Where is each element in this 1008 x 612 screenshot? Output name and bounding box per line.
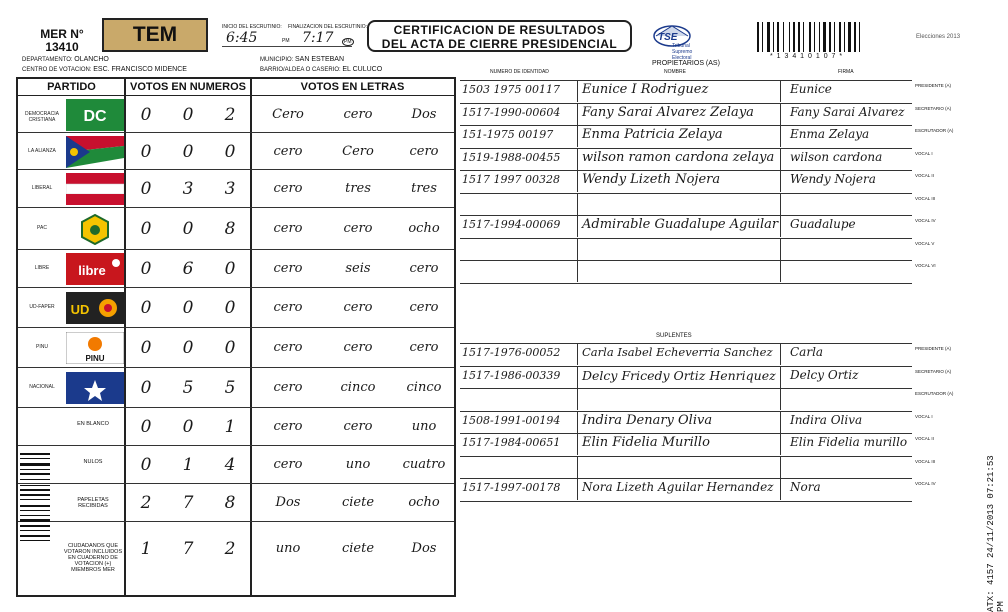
barcode-bar — [20, 515, 50, 516]
member-role: VOCAL I — [915, 413, 933, 419]
header-partido: PARTIDO — [18, 79, 125, 96]
vote-digit: 5 — [182, 378, 194, 398]
col-divider — [780, 239, 781, 260]
col-divider — [577, 171, 578, 192]
col-divider — [780, 412, 781, 433]
cert-line-2: DEL ACTA DE CIERRE PRESIDENCIAL — [381, 37, 618, 51]
barcode-bar — [20, 499, 50, 500]
vote-word: Dos — [275, 495, 301, 510]
vote-word: cero — [409, 300, 439, 315]
row-label: EN BLANCO — [77, 421, 109, 427]
member-name: Wendy Lizeth Nojera — [582, 172, 721, 187]
member-role: SECRETARIO (A) — [915, 368, 952, 374]
vote-word: cero — [273, 340, 303, 355]
identity-number: 1517 1997 00328 — [462, 173, 560, 186]
barcode-bar — [823, 22, 826, 52]
barcode-top — [757, 22, 907, 52]
signature-row — [460, 80, 952, 101]
vote-digit: 0 — [140, 259, 152, 279]
elecciones-logo — [916, 34, 962, 40]
certification-title — [367, 20, 632, 52]
barcode-bar — [844, 22, 845, 52]
vote-digit: 2 — [224, 538, 236, 559]
time-end: 7:17 — [302, 30, 334, 46]
vote-word: uno — [345, 457, 371, 472]
barcode-bar — [20, 473, 50, 475]
col-nombre-label: NOMBRE — [664, 69, 686, 75]
vote-digit: 0 — [140, 417, 152, 437]
centro-label: CENTRO DE VOTACION: — [22, 67, 92, 73]
svg-text:PINU: PINU — [85, 354, 105, 363]
barcode-bar — [20, 469, 50, 470]
col-divider — [780, 104, 781, 125]
signature-row — [460, 103, 952, 124]
mer-number: 13410 — [45, 40, 79, 54]
member-role: ESCRUTADOR (A) — [915, 391, 954, 396]
identity-number: 1517-1986-00339 — [462, 368, 561, 382]
vote-digit: 0 — [140, 179, 152, 199]
row-label: PAPELETAS RECIBIDAS — [77, 497, 109, 509]
row-label: CIUDADANOS QUE VOTARON INCLUIDOS EN CUADERNO DE VOTACION (+) MIEMBROS MER — [63, 542, 123, 573]
tse-sub: Tribunal Supremo Electoral — [672, 43, 693, 61]
barcode-bar — [767, 22, 770, 52]
municipio-label: MUNICIPIO: — [260, 57, 294, 63]
vote-digit: 0 — [140, 141, 152, 162]
vote-row — [18, 250, 454, 288]
pac-logo — [66, 213, 124, 245]
vote-word: cinco — [406, 380, 442, 395]
time-underline — [222, 46, 352, 47]
barcode-bar — [20, 453, 50, 455]
signature-row — [460, 388, 954, 409]
barcode-number: * 1 3 4 1 0 1 0 7 * — [770, 53, 844, 60]
header-letras: VOTOS EN LETRAS — [251, 79, 454, 96]
member-name: Nora Lizeth Aguilar Hernandez — [582, 480, 774, 494]
departamento-label: DEPARTAMENTO: — [22, 57, 73, 63]
barcode-bar — [20, 519, 50, 522]
col-id-label: NUMERO DE IDENTIDAD — [490, 69, 549, 75]
vote-word: uno — [411, 419, 437, 434]
vote-digit: 3 — [182, 179, 194, 199]
vote-digit: 1 — [182, 455, 194, 475]
vote-word: Dos — [411, 540, 437, 556]
member-role: VOCAL I — [915, 150, 933, 156]
suplentes-label: SUPLENTES — [656, 333, 692, 339]
col-divider — [780, 149, 781, 170]
party-name: LIBRE — [34, 265, 50, 271]
col-divider — [577, 194, 578, 215]
identity-number: 1517-1990-00604 — [462, 105, 561, 119]
member-name: Delcy Fricedy Ortiz Henriquez — [582, 367, 776, 383]
col-divider — [780, 389, 781, 410]
identity-number: 1517-1997-00178 — [462, 481, 561, 494]
member-role: VOCAL IV — [915, 481, 936, 486]
header-numeros: VOTOS EN NUMEROS — [125, 79, 251, 96]
vote-word: ocho — [408, 221, 440, 236]
votes-rows — [18, 96, 454, 595]
member-signature: Nora — [790, 480, 821, 494]
barcode-bar — [834, 22, 835, 52]
vote-digit: 0 — [182, 298, 194, 318]
party-name: LIBERAL — [31, 185, 53, 191]
member-role: VOCAL III — [915, 195, 936, 201]
vote-digit: 0 — [140, 104, 152, 125]
member-role: VOCAL IV — [915, 218, 936, 223]
signature-row — [460, 148, 933, 169]
member-name: Indira Denary Oliva — [582, 412, 713, 428]
col-divider — [577, 479, 578, 500]
barcode-bar — [783, 22, 784, 52]
identity-number: 1519-1988-00455 — [462, 150, 561, 164]
col-divider — [577, 261, 578, 282]
svg-text:UD: UD — [70, 302, 90, 317]
vote-word: uno — [275, 540, 301, 556]
barcode-bar — [839, 22, 841, 52]
vote-word: cero — [343, 419, 373, 434]
vote-row — [18, 328, 454, 368]
vote-digit: 2 — [224, 104, 236, 125]
signature-row — [460, 170, 934, 191]
vote-word: cero — [273, 143, 303, 159]
libre-logo — [66, 253, 124, 285]
barcode-bar — [20, 489, 50, 491]
member-role: VOCAL VI — [915, 263, 936, 268]
signature-row — [460, 478, 936, 499]
vote-word: cero — [273, 261, 303, 276]
col-divider — [780, 126, 781, 147]
barcode-bar — [757, 22, 759, 52]
vote-word: ocho — [408, 495, 440, 510]
barcode-bar — [777, 22, 779, 52]
vote-digit: 0 — [140, 338, 152, 358]
party-name: NACIONAL — [29, 384, 55, 390]
member-role: VOCAL III — [915, 458, 936, 464]
member-role: VOCAL II — [915, 173, 934, 178]
member-name: Eunice I Rodriguez — [582, 82, 709, 97]
time-start: 6:45 — [226, 30, 258, 46]
col-firma-label: FIRMA — [838, 69, 854, 75]
member-role: ESCRUTADOR (A) — [915, 128, 954, 133]
barcode-bar — [20, 479, 50, 480]
col-divider — [780, 261, 781, 282]
liberal-logo — [66, 173, 124, 205]
barcode-bar — [20, 485, 50, 486]
vote-row — [18, 170, 454, 208]
vote-word: Cero — [272, 106, 304, 122]
tse-text: TSE — [658, 32, 678, 43]
barcode-bar — [829, 22, 831, 52]
vote-digit: 0 — [182, 219, 194, 239]
barcode-bar — [773, 22, 774, 52]
col-divider — [780, 457, 781, 478]
departamento-row — [22, 57, 109, 63]
col-divider — [780, 81, 781, 102]
barcode-bar — [20, 505, 50, 507]
member-role: VOCAL II — [915, 436, 934, 441]
col-divider — [780, 194, 781, 215]
vote-word: cero — [273, 181, 303, 196]
time-start-ampm: PM — [282, 38, 290, 44]
vote-word: cero — [273, 300, 303, 315]
vote-digit: 1 — [224, 417, 236, 437]
barcode-bar — [809, 22, 811, 52]
identity-number: 1517-1976-00052 — [462, 346, 561, 359]
col-divider — [780, 479, 781, 500]
departamento-value: OLANCHO — [74, 56, 109, 63]
signature-row — [460, 411, 933, 432]
vote-row — [18, 133, 454, 170]
time-end-label: FINALIZACION DEL ESCRUTINIO: — [288, 24, 367, 30]
nacional-logo — [66, 372, 124, 404]
vote-digit: 0 — [224, 338, 236, 358]
col-divider — [577, 81, 578, 102]
time-end-ampm: PM — [344, 39, 352, 45]
vote-digit: 8 — [224, 493, 236, 513]
barcode-bar — [20, 525, 50, 527]
identity-number: 1517-1994-00069 — [462, 218, 561, 231]
cert-line-1: CERTIFICACION DE RESULTADOS — [393, 23, 606, 37]
member-signature: Eunice — [790, 82, 832, 96]
vote-row — [18, 484, 454, 522]
barcode-bar — [20, 535, 50, 537]
barcode-bar — [814, 22, 815, 52]
member-signature: Delcy Ortiz — [790, 367, 859, 382]
vote-row — [18, 446, 454, 484]
barcode-bar — [798, 22, 800, 52]
col-divider — [780, 171, 781, 192]
mer-title — [34, 28, 90, 54]
ud-logo — [66, 292, 124, 324]
pinu-logo — [66, 332, 124, 364]
barcode-bar — [859, 22, 860, 52]
col-divider — [577, 367, 578, 388]
municipio-row — [260, 57, 344, 63]
member-signature: Indira Oliva — [790, 412, 863, 427]
member-role: PRESIDENTE (A) — [915, 346, 952, 351]
vote-word: ciete — [341, 495, 375, 510]
member-signature: Fany Sarai Alvarez — [790, 104, 905, 119]
member-name: Elin Fidelia Murillo — [582, 435, 710, 450]
vote-digit: 3 — [224, 179, 236, 199]
barcode-bar — [793, 22, 795, 52]
member-name: Fany Sarai Alvarez Zelaya — [582, 104, 754, 120]
col-divider — [577, 389, 578, 410]
vote-digit: 2 — [140, 493, 152, 513]
tem-box: TEM — [102, 18, 208, 52]
vote-word: cero — [273, 457, 303, 472]
vote-word: cero — [273, 380, 303, 395]
barcode-bar — [803, 22, 804, 52]
vote-digit: 0 — [182, 141, 194, 162]
col-divider — [577, 126, 578, 147]
vote-row — [18, 208, 454, 250]
party-name: DEMOCRACIA CRISTIANA — [25, 110, 59, 123]
member-signature: Guadalupe — [790, 217, 856, 231]
signature-row — [460, 433, 934, 454]
vote-word: cuatro — [402, 457, 446, 472]
member-role: VOCAL V — [915, 240, 935, 246]
barcode-bar — [20, 463, 50, 466]
barcode-bar — [20, 530, 50, 531]
vote-word: cero — [409, 340, 439, 355]
col-divider — [577, 412, 578, 433]
col-divider — [780, 434, 781, 455]
vote-row — [18, 96, 454, 133]
col-divider — [577, 104, 578, 125]
barcode-bar — [762, 22, 763, 52]
alianza-logo — [66, 136, 124, 168]
col-divider — [577, 216, 578, 237]
col-divider — [577, 344, 578, 365]
signature-row — [460, 343, 952, 364]
vote-digit: 0 — [182, 338, 194, 358]
col-divider — [780, 344, 781, 365]
vote-row — [18, 288, 454, 328]
vote-word: cero — [343, 221, 373, 236]
time-start-label: INICIO DEL ESCRUTINIO: — [222, 24, 282, 30]
col-divider — [577, 457, 578, 478]
member-role: PRESIDENTE (A) — [915, 83, 952, 88]
municipio-value: SAN ESTEBAN — [295, 56, 345, 63]
signature-row — [460, 193, 936, 214]
vote-word: cero — [343, 300, 373, 315]
barrio-value: EL CULUCO — [342, 66, 383, 73]
signature-row — [460, 260, 936, 281]
elecciones-text: Elecciones 2013 — [916, 34, 961, 40]
vote-digit: 7 — [182, 493, 194, 513]
col-divider — [780, 367, 781, 388]
col-divider — [577, 434, 578, 455]
party-name: PINU — [36, 344, 48, 350]
col-divider — [780, 216, 781, 237]
vote-digit: 6 — [182, 259, 194, 279]
vote-row — [18, 522, 454, 575]
member-name: Carla Isabel Echeverria Sanchez — [582, 345, 773, 359]
vote-word: cero — [409, 143, 439, 159]
signature-row-end — [460, 501, 912, 502]
vote-word: tres — [345, 181, 371, 196]
col-divider — [577, 239, 578, 260]
vote-digit: 7 — [182, 538, 194, 559]
svg-text:DC: DC — [83, 107, 107, 125]
signature-row — [460, 215, 936, 236]
signatures-table — [460, 77, 954, 593]
vote-word: seis — [345, 261, 371, 276]
party-name: UD-FAPER — [29, 304, 55, 310]
barcode-bar — [20, 510, 50, 511]
member-name: Admirable Guadalupe Aguilar — [582, 217, 779, 232]
vote-digit: 0 — [140, 378, 152, 398]
member-name: wilson ramon cardona zelaya — [582, 149, 775, 165]
vote-digit: 4 — [224, 455, 236, 475]
barcode-bar — [20, 458, 50, 459]
barcode-bar — [20, 540, 50, 541]
identity-number: 151-1975 00197 — [462, 128, 554, 141]
member-signature: Wendy Nojera — [790, 172, 876, 186]
vote-digit: 1 — [140, 538, 152, 559]
barcode-bar — [789, 22, 790, 52]
member-role: SECRETARIO (A) — [915, 105, 952, 111]
col-divider — [577, 149, 578, 170]
barrio-row — [260, 67, 382, 73]
barcode-bar — [819, 22, 820, 52]
vote-digit: 0 — [224, 141, 236, 162]
dc-logo — [66, 99, 124, 131]
identity-number: 1508-1991-00194 — [462, 413, 561, 427]
party-name: LA ALIANZA — [28, 147, 56, 154]
barcode-bar — [854, 22, 856, 52]
vote-digit: 0 — [140, 219, 152, 239]
signature-row — [460, 238, 935, 259]
vote-word: Cero — [342, 143, 374, 159]
vote-row — [18, 368, 454, 408]
member-signature: wilson cardona — [790, 149, 883, 164]
row-label: NULOS — [83, 459, 103, 465]
vote-digit: 8 — [224, 219, 236, 239]
vote-digit: 0 — [182, 104, 194, 125]
propietarios-label: PROPIETARIOS (AS) — [652, 60, 720, 67]
vote-word: cero — [273, 419, 303, 434]
signature-row-end — [460, 283, 912, 284]
party-name: PAC — [37, 225, 47, 231]
barcode-side — [20, 453, 50, 603]
vote-word: cero — [409, 261, 439, 276]
vote-digit: 0 — [182, 417, 194, 437]
identity-number: 1503 1975 00117 — [462, 83, 560, 96]
signature-row — [460, 366, 952, 387]
barrio-label: BARRIO/ALDEA O CASERIO: — [260, 67, 341, 73]
vote-word: ciete — [341, 540, 375, 556]
centro-value: ESC. FRANCISCO MIDENCE — [93, 66, 187, 73]
vote-digit: 0 — [140, 455, 152, 475]
mer-label: MER N° — [40, 27, 84, 41]
vote-word: cero — [273, 221, 303, 236]
barcode-bar — [20, 494, 50, 496]
member-name: Enma Patricia Zelaya — [582, 127, 723, 142]
centro-row — [22, 67, 187, 73]
votes-table — [16, 77, 456, 597]
vote-word: Dos — [411, 106, 437, 122]
timestamp-stamp: ATX: 4157 24/11/2013 07:21:53 PM — [986, 455, 1006, 612]
vote-digit: 5 — [224, 378, 236, 398]
member-signature: Carla — [790, 345, 824, 359]
vote-word: cinco — [340, 380, 376, 395]
identity-number: 1517-1984-00651 — [462, 436, 561, 449]
vote-word: cero — [343, 106, 373, 122]
signature-row — [460, 125, 954, 146]
vote-digit: 0 — [224, 298, 236, 318]
barcode-bar — [848, 22, 851, 52]
vote-digit: 0 — [224, 259, 236, 279]
vote-word: tres — [411, 181, 437, 196]
svg-text:libre: libre — [78, 263, 106, 278]
vote-word: cero — [343, 340, 373, 355]
vote-row — [18, 408, 454, 446]
signature-row — [460, 456, 936, 477]
tse-logo — [642, 22, 702, 61]
vote-digit: 0 — [140, 298, 152, 318]
member-signature: Enma Zelaya — [790, 127, 870, 141]
member-signature: Elin Fidelia murillo — [790, 435, 908, 449]
